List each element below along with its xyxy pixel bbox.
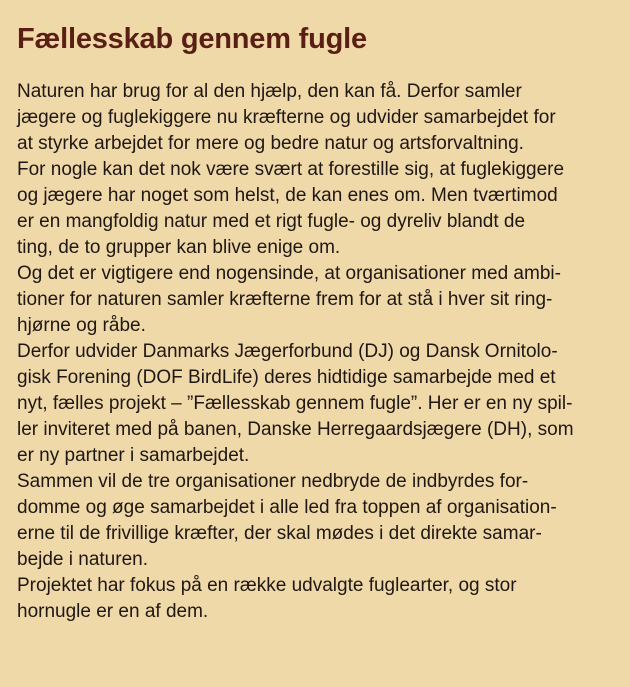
body-line: hjørne og råbe. (17, 315, 146, 336)
body-line: jægere og fuglekiggere nu kræfterne og udvider samarbejdet for (17, 107, 556, 128)
body-line: Derfor udvider Danmarks Jægerforbund (DJ) og Dansk Ornitolo- (17, 341, 558, 362)
body-line: og jægere har noget som helst, de kan enes om. Men tværtimod (17, 185, 558, 206)
body-line: ler inviteret med på banen, Danske Herregaardsjægere (DH), som (17, 419, 574, 440)
body-line: domme og øge samarbejdet i alle led fra toppen af organisation- (17, 497, 557, 518)
body-line: gisk Forening (DOF BirdLife) deres hidtidige samarbejde med et (17, 367, 556, 388)
body-line: Og det er vigtigere end nogensinde, at organisationer med ambi- (17, 263, 561, 284)
body-line: at styrke arbejdet for mere og bedre natur og artsforvaltning. (17, 133, 524, 154)
body-line: er en mangfoldig natur med et rigt fugle- og dyreliv blandt de (17, 211, 526, 232)
body-line: Sammen vil de tre organisationer nedbryde de indbyrdes for- (17, 471, 529, 492)
body-line: Naturen har brug for al den hjælp, den kan få. Derfor samler (17, 81, 522, 102)
body-line: hornugle er en af dem. (17, 601, 209, 622)
body-line: nyt, fælles projekt – ”Fællesskab gennem fugle”. Her er en ny spil- (17, 393, 573, 414)
article-body (17, 79, 612, 625)
body-line: tioner for naturen samler kræfterne frem for at stå i hver sit ring- (17, 289, 553, 310)
body-line: bejde i naturen. (17, 549, 148, 570)
body-line: erne til de frivillige kræfter, der skal mødes i det direkte samar- (17, 523, 542, 544)
article-title: Fællesskab gennem fugle (17, 23, 367, 55)
body-line: For nogle kan det nok være svært at forestille sig, at fuglekiggere (17, 159, 565, 180)
body-line: Projektet har fokus på en række udvalgte fuglearter, og stor (17, 575, 517, 596)
body-line: er ny partner i samarbejdet. (17, 445, 250, 466)
body-line: ting, de to grupper kan blive enige om. (17, 237, 341, 258)
